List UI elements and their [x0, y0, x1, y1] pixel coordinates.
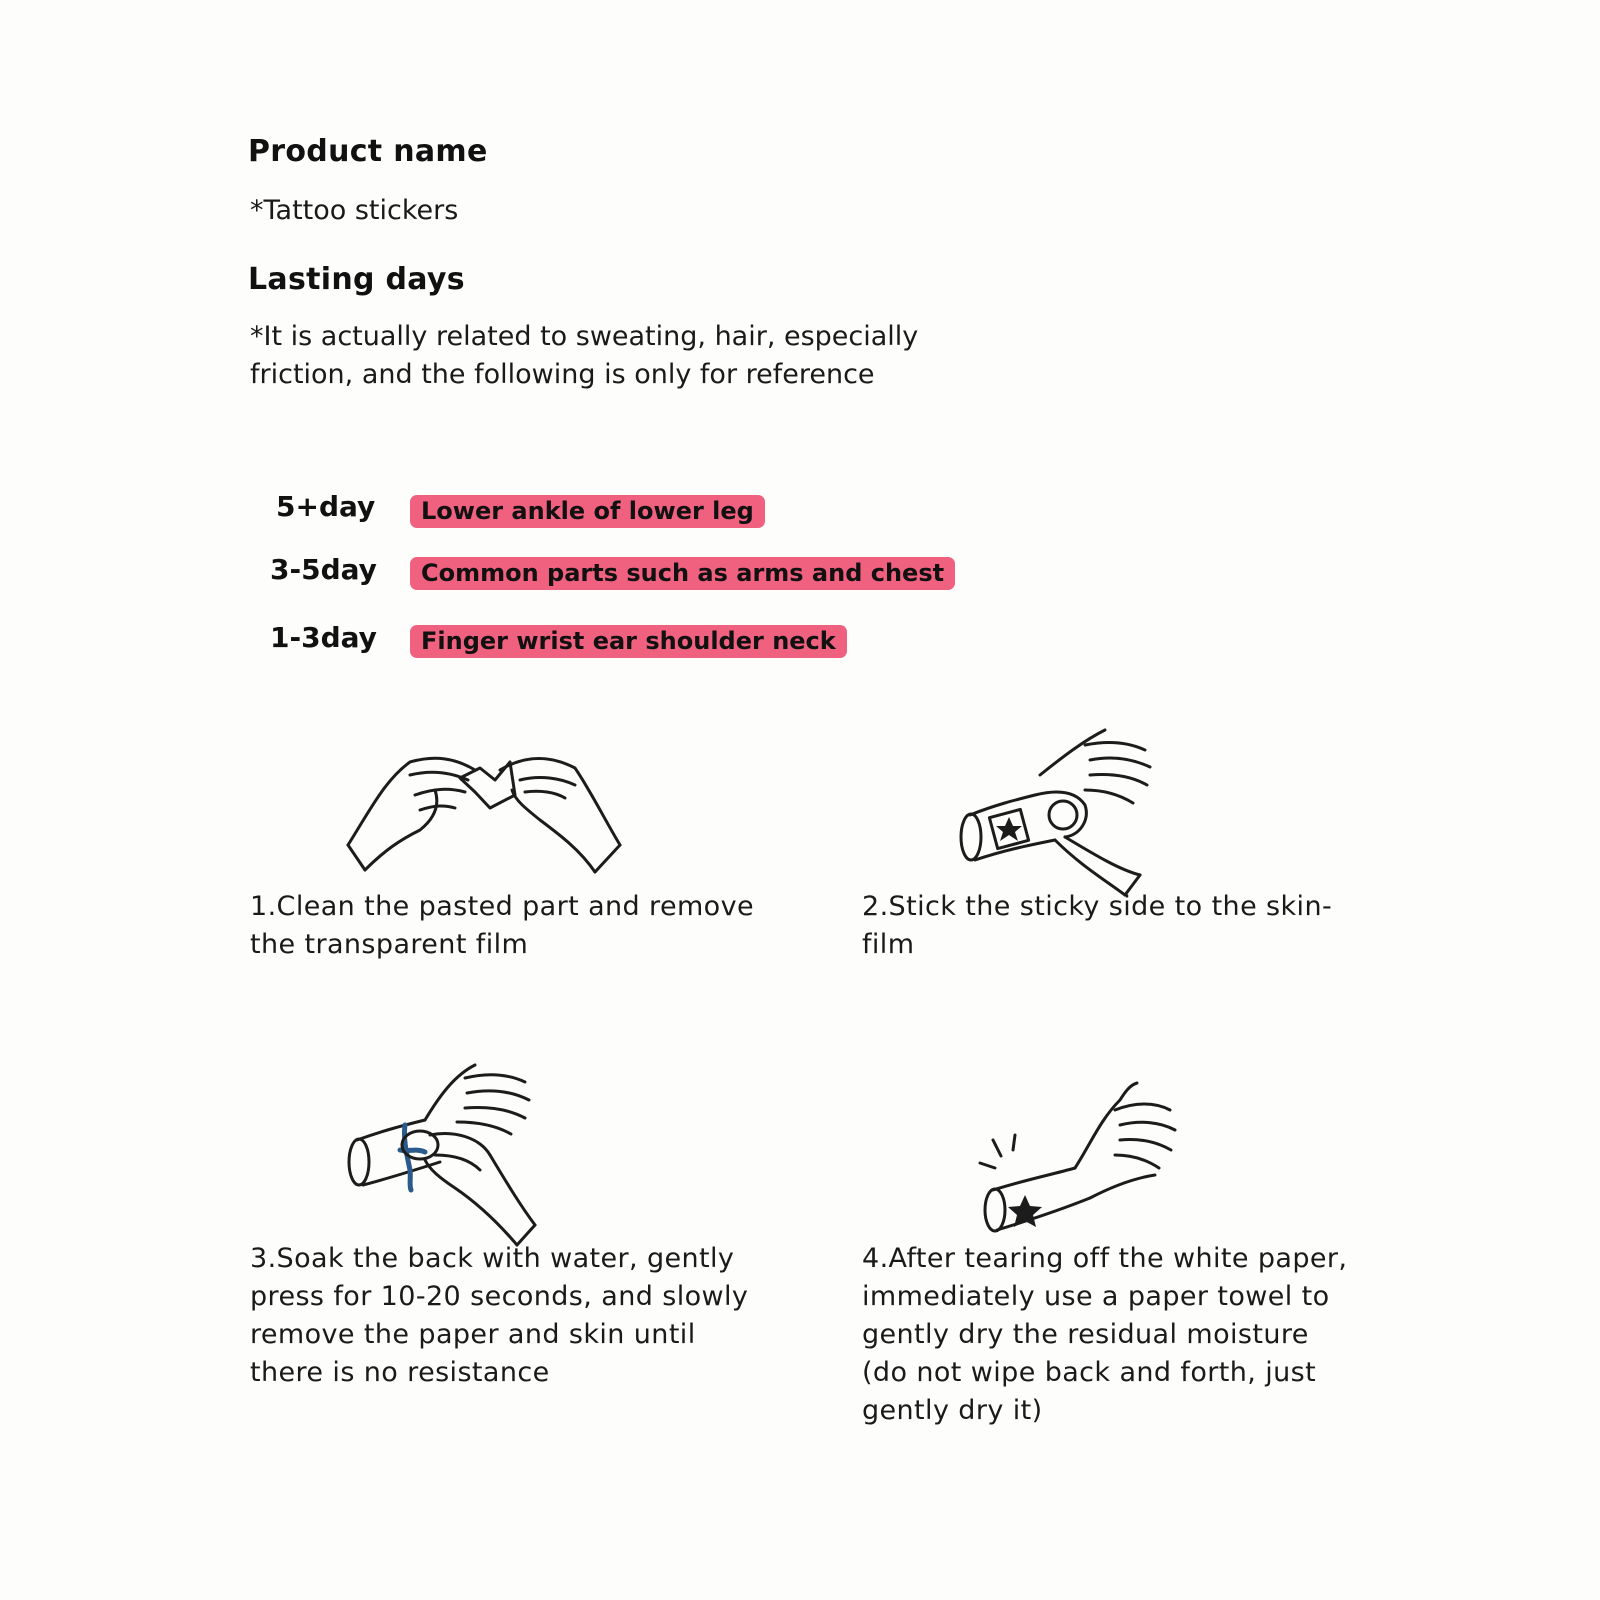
- duration-days-label: 5+day: [276, 490, 376, 523]
- hands-peeling-film-icon: [340, 750, 630, 880]
- step-2-instruction: [862, 888, 1332, 964]
- step-text-line: remove the paper and skin until: [250, 1319, 696, 1350]
- step-1-instruction: [250, 888, 754, 964]
- product-name-value: *Tattoo stickers: [250, 195, 459, 226]
- body-parts-badge: Finger wrist ear shoulder neck: [410, 625, 847, 658]
- duration-row: [276, 490, 375, 523]
- body-parts-badge: Lower ankle of lower leg: [410, 495, 765, 528]
- hand-applying-sticker-icon: [955, 725, 1175, 905]
- hand-pressing-wet-cloth-icon: [345, 1060, 565, 1260]
- duration-row: [270, 621, 377, 654]
- duration-days-label: 1-3day: [270, 621, 377, 654]
- lasting-days-heading: Lasting days: [248, 262, 465, 297]
- step-4-instruction: [862, 1240, 1347, 1430]
- step-text-line: the transparent film: [250, 929, 529, 960]
- step-text-line: 4.After tearing off the white paper,: [862, 1243, 1348, 1274]
- step-text-line: gently dry the residual moisture: [862, 1319, 1309, 1350]
- step-text-line: 1.Clean the pasted part and remove: [250, 891, 754, 922]
- lasting-days-note-line: friction, and the following is only for reference: [250, 359, 875, 390]
- duration-days-label: 3-5day: [270, 553, 377, 586]
- step-text-line: there is no resistance: [250, 1357, 550, 1388]
- lasting-days-note: [250, 318, 918, 394]
- step-text-line: 3.Soak the back with water, gently: [250, 1243, 735, 1274]
- body-parts-badge: Common parts such as arms and chest: [410, 557, 955, 590]
- product-name-heading: Product name: [248, 134, 488, 169]
- step-text-line: immediately use a paper towel to: [862, 1281, 1330, 1312]
- step-3-instruction: [250, 1240, 748, 1392]
- step-text-line: 2.Stick the sticky side to the skin-: [862, 891, 1333, 922]
- step-text-line: (do not wipe back and forth, just: [862, 1357, 1317, 1388]
- duration-row: [270, 553, 377, 586]
- step-text-line: gently dry it): [862, 1395, 1043, 1426]
- lasting-days-note-line: *It is actually related to sweating, hair, especially: [250, 321, 919, 352]
- step-text-line: press for 10-20 seconds, and slowly: [250, 1281, 749, 1312]
- step-text-line: film: [862, 929, 915, 960]
- arm-with-star-tattoo-icon: [975, 1080, 1195, 1250]
